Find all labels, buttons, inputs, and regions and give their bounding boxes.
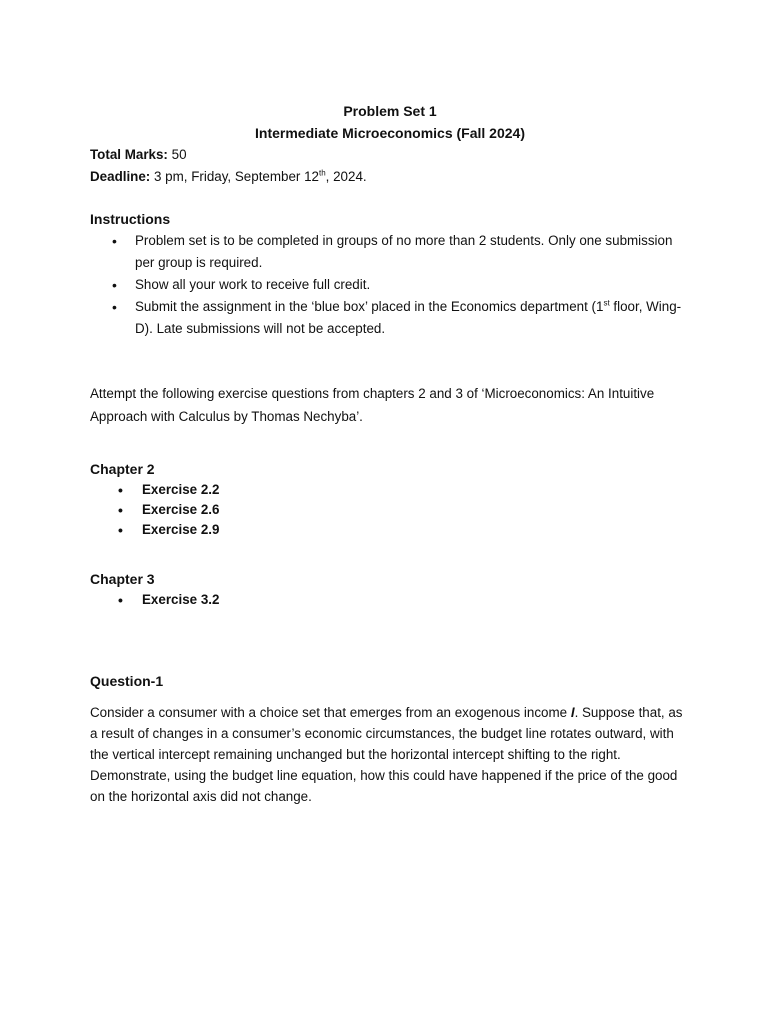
instruction-item-1: • Problem set is to be completed in groups of no more than 2 students. Only one submission per group is required. <box>90 230 690 274</box>
doc-subtitle: Intermediate Microeconomics (Fall 2024) <box>255 125 525 141</box>
question-1-text: Consider a consumer with a choice set that emerges from an exogenous income I. Suppose that, as a result of changes in a consumer’s economic circumstances, the budget line rotates outward, with the vertical intercept remaining unchanged but the horizontal intercept shifting to the right. Demonstrate, using the budget line equation, how this could have happened if the price of the good on the horizontal axis did not change. <box>90 705 683 804</box>
instruction-item-3: • Submit the assignment in the ‘blue box’ placed in the Economics department (1st floor, Wing-D). Late submissions will not be accepted. <box>90 296 690 340</box>
exercise-item: • Exercise 3.2 <box>90 590 690 610</box>
exercise-item: • Exercise 2.2 <box>90 480 690 500</box>
income-variable: I <box>570 705 575 720</box>
instructions-heading: Instructions <box>90 211 171 227</box>
total-marks-label: Total Marks: <box>90 147 168 162</box>
instruction-item-2: • Show all your work to receive full credit. <box>90 274 690 296</box>
chapter-3-heading: Chapter 3 <box>90 571 155 587</box>
chapter-2-heading: Chapter 2 <box>90 461 155 477</box>
chapter-2-list <box>90 480 690 540</box>
deadline-text: 3 pm, Friday, September 12 <box>154 169 319 184</box>
exercise-item: • Exercise 2.6 <box>90 500 690 520</box>
deadline <box>90 166 690 188</box>
exercise-item: • Exercise 2.9 <box>90 520 690 540</box>
intro-paragraph: Attempt the following exercise questions from chapters 2 and 3 of ‘Microeconomics: An Intuitive Approach with Calculus by Thomas Nechyba’. <box>90 386 655 424</box>
total-marks <box>90 144 690 166</box>
question-1-heading: Question-1 <box>90 673 164 689</box>
instructions-list <box>90 230 690 340</box>
chapter-3-list <box>90 590 690 610</box>
deadline-year: , 2024. <box>325 169 367 184</box>
doc-title: Problem Set 1 <box>343 103 437 119</box>
total-marks-value: 50 <box>171 147 187 162</box>
deadline-sup: th <box>319 168 326 178</box>
deadline-label: Deadline: <box>90 169 151 184</box>
document-page <box>90 100 690 807</box>
